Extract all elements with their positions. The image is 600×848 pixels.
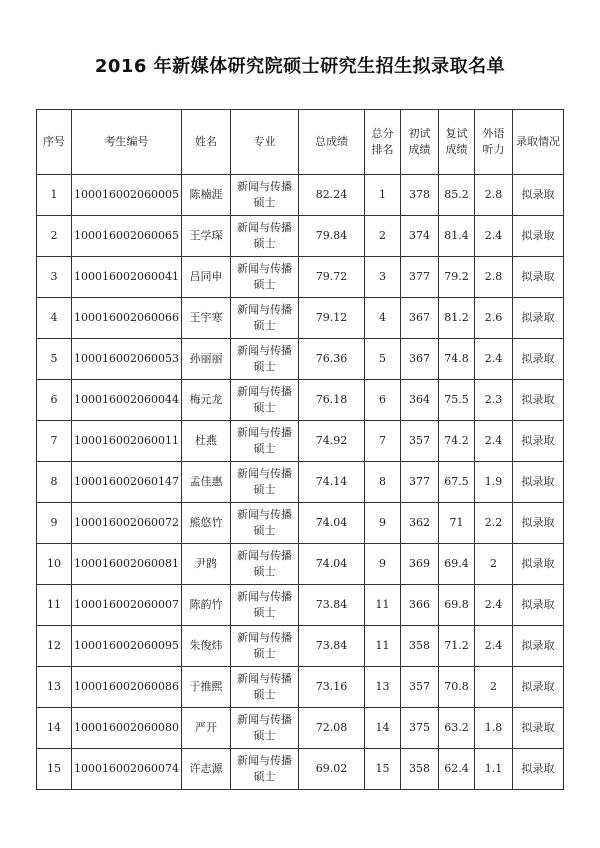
cell-status: 拟录取 [513,585,564,626]
cell-prelim: 362 [401,503,439,544]
cell-major-line1: 新闻与传播 [237,262,292,275]
cell-major-line1: 新闻与传播 [237,508,292,521]
cell-total: 74.04 [299,503,365,544]
cell-listen: 2.3 [475,380,513,421]
cell-exam-id: 100016002060053 [72,339,182,380]
cell-listen: 2.6 [475,298,513,339]
cell-major-line1: 新闻与传播 [237,180,292,193]
cell-name: 王宇寒 [182,298,231,339]
cell-major-line2: 硕士 [253,524,276,537]
table-row [37,544,564,585]
cell-listen: 2.4 [475,626,513,667]
header-listen-line1: 外语 [482,127,505,140]
cell-seq: 15 [37,749,72,790]
cell-seq: 13 [37,667,72,708]
cell-name: 许志源 [182,749,231,790]
cell-major-line2: 硕士 [253,319,276,332]
cell-listen: 1.1 [475,749,513,790]
cell-retest: 79.2 [439,257,475,298]
cell-major-line1: 新闻与传播 [237,221,292,234]
cell-exam-id: 100016002060066 [72,298,182,339]
cell-rank: 9 [365,503,401,544]
cell-total: 74.14 [299,462,365,503]
cell-retest: 70.8 [439,667,475,708]
cell-retest: 69.4 [439,544,475,585]
cell-rank: 3 [365,257,401,298]
cell-retest: 62.4 [439,749,475,790]
cell-listen: 1.8 [475,708,513,749]
cell-name: 熊悠竹 [182,503,231,544]
cell-exam-id: 100016002060080 [72,708,182,749]
cell-status: 拟录取 [513,667,564,708]
cell-major-line2: 硕士 [253,770,276,783]
table-row [37,462,564,503]
cell-major-line2: 硕士 [253,360,276,373]
cell-seq: 5 [37,339,72,380]
cell-name: 梅元龙 [182,380,231,421]
header-retest [439,110,475,175]
cell-total: 79.72 [299,257,365,298]
cell-retest: 81.2 [439,298,475,339]
cell-major-line2: 硕士 [253,729,276,742]
page-title: 2016 年新媒体研究院硕士研究生招生拟录取名单 [94,56,506,77]
cell-major-line1: 新闻与传播 [237,344,292,357]
cell-name: 陈楠涯 [182,175,231,216]
cell-exam-id: 100016002060065 [72,216,182,257]
table-row [37,298,564,339]
cell-rank: 13 [365,667,401,708]
cell-listen: 1.9 [475,462,513,503]
cell-rank: 11 [365,626,401,667]
cell-retest: 74.2 [439,421,475,462]
cell-exam-id: 100016002060074 [72,749,182,790]
cell-listen: 2.2 [475,503,513,544]
cell-retest: 67.5 [439,462,475,503]
cell-name: 严开 [182,708,231,749]
cell-status: 拟录取 [513,626,564,667]
table-header-row [37,110,564,175]
table-row [37,380,564,421]
cell-name: 孙丽丽 [182,339,231,380]
header-rank [365,110,401,175]
cell-exam-id: 100016002060041 [72,257,182,298]
cell-listen: 2 [475,544,513,585]
cell-seq: 3 [37,257,72,298]
cell-total: 73.84 [299,585,365,626]
cell-rank: 4 [365,298,401,339]
cell-major [231,380,299,421]
cell-seq: 10 [37,544,72,585]
cell-total: 76.36 [299,339,365,380]
header-major: 专业 [231,110,299,175]
cell-total: 76.18 [299,380,365,421]
cell-rank: 8 [365,462,401,503]
cell-retest: 85.2 [439,175,475,216]
header-seq: 序号 [37,110,72,175]
cell-major-line1: 新闻与传播 [237,549,292,562]
cell-seq: 6 [37,380,72,421]
header-total: 总成绩 [299,110,365,175]
cell-major-line2: 硕士 [253,278,276,291]
cell-prelim: 367 [401,339,439,380]
cell-retest: 75.5 [439,380,475,421]
cell-total: 74.92 [299,421,365,462]
cell-major-line1: 新闻与传播 [237,672,292,685]
cell-listen: 2.8 [475,257,513,298]
header-prelim-line2: 成绩 [408,143,431,156]
header-name: 姓名 [182,110,231,175]
cell-major [231,175,299,216]
header-listen [475,110,513,175]
cell-status: 拟录取 [513,257,564,298]
cell-total: 72.08 [299,708,365,749]
cell-status: 拟录取 [513,339,564,380]
table-row [37,503,564,544]
cell-seq: 8 [37,462,72,503]
cell-seq: 12 [37,626,72,667]
cell-rank: 2 [365,216,401,257]
cell-exam-id: 100016002060005 [72,175,182,216]
cell-major-line1: 新闻与传播 [237,426,292,439]
cell-name: 陈韵竹 [182,585,231,626]
cell-name: 尹鹍 [182,544,231,585]
table-row [37,585,564,626]
cell-rank: 5 [365,339,401,380]
cell-rank: 15 [365,749,401,790]
cell-major-line1: 新闻与传播 [237,385,292,398]
cell-name: 杜燕 [182,421,231,462]
cell-status: 拟录取 [513,708,564,749]
cell-prelim: 358 [401,749,439,790]
cell-status: 拟录取 [513,544,564,585]
header-exam-id: 考生编号 [72,110,182,175]
cell-listen: 2.4 [475,585,513,626]
cell-exam-id: 100016002060086 [72,667,182,708]
cell-total: 79.12 [299,298,365,339]
cell-total: 79.84 [299,216,365,257]
cell-total: 73.84 [299,626,365,667]
cell-seq: 14 [37,708,72,749]
cell-prelim: 357 [401,421,439,462]
table-row [37,708,564,749]
cell-major [231,298,299,339]
cell-major [231,462,299,503]
header-status: 录取情况 [513,110,564,175]
cell-exam-id: 100016002060007 [72,585,182,626]
cell-major-line2: 硕士 [253,196,276,209]
cell-status: 拟录取 [513,462,564,503]
cell-exam-id: 100016002060011 [72,421,182,462]
cell-listen: 2 [475,667,513,708]
cell-retest: 81.4 [439,216,475,257]
cell-major [231,339,299,380]
header-rank-line2: 排名 [371,143,394,156]
cell-rank: 14 [365,708,401,749]
cell-rank: 9 [365,544,401,585]
cell-prelim: 357 [401,667,439,708]
cell-status: 拟录取 [513,749,564,790]
cell-retest: 69.8 [439,585,475,626]
cell-major-line1: 新闻与传播 [237,754,292,767]
header-prelim-line1: 初试 [408,127,431,140]
cell-prelim: 366 [401,585,439,626]
cell-retest: 71 [439,503,475,544]
cell-major-line1: 新闻与传播 [237,590,292,603]
cell-major-line2: 硕士 [253,237,276,250]
cell-seq: 7 [37,421,72,462]
cell-prelim: 377 [401,462,439,503]
cell-major [231,503,299,544]
cell-rank: 1 [365,175,401,216]
cell-total: 73.16 [299,667,365,708]
cell-retest: 63.2 [439,708,475,749]
cell-status: 拟录取 [513,175,564,216]
table-row [37,216,564,257]
header-prelim [401,110,439,175]
cell-rank: 11 [365,585,401,626]
cell-prelim: 375 [401,708,439,749]
cell-name: 于推熙 [182,667,231,708]
cell-prelim: 377 [401,257,439,298]
cell-major [231,216,299,257]
cell-retest: 74.8 [439,339,475,380]
cell-exam-id: 100016002060095 [72,626,182,667]
cell-major-line1: 新闻与传播 [237,713,292,726]
cell-major [231,421,299,462]
cell-status: 拟录取 [513,503,564,544]
cell-exam-id: 100016002060044 [72,380,182,421]
cell-major [231,585,299,626]
cell-seq: 2 [37,216,72,257]
cell-retest: 71.2 [439,626,475,667]
cell-name: 孟佳惠 [182,462,231,503]
cell-major-line2: 硕士 [253,688,276,701]
cell-major-line2: 硕士 [253,483,276,496]
table-row [37,175,564,216]
cell-seq: 11 [37,585,72,626]
cell-name: 王学琛 [182,216,231,257]
cell-listen: 2.4 [475,339,513,380]
cell-major [231,708,299,749]
table-row [37,339,564,380]
cell-major-line1: 新闻与传播 [237,631,292,644]
cell-exam-id: 100016002060081 [72,544,182,585]
cell-seq: 9 [37,503,72,544]
cell-prelim: 364 [401,380,439,421]
cell-major-line2: 硕士 [253,442,276,455]
cell-listen: 2.4 [475,216,513,257]
cell-major [231,749,299,790]
cell-status: 拟录取 [513,380,564,421]
cell-name: 吕同申 [182,257,231,298]
cell-rank: 7 [365,421,401,462]
cell-prelim: 367 [401,298,439,339]
cell-major [231,667,299,708]
cell-major-line2: 硕士 [253,565,276,578]
header-listen-line2: 听力 [482,143,505,156]
cell-major [231,257,299,298]
cell-prelim: 378 [401,175,439,216]
cell-status: 拟录取 [513,298,564,339]
cell-total: 69.02 [299,749,365,790]
header-retest-line1: 复试 [445,127,468,140]
table-row [37,626,564,667]
cell-listen: 2.8 [475,175,513,216]
cell-major-line2: 硕士 [253,606,276,619]
cell-name: 朱俊炜 [182,626,231,667]
header-rank-line1: 总分 [371,127,394,140]
cell-prelim: 369 [401,544,439,585]
cell-status: 拟录取 [513,216,564,257]
cell-exam-id: 100016002060147 [72,462,182,503]
cell-major-line1: 新闻与传播 [237,467,292,480]
cell-major-line1: 新闻与传播 [237,303,292,316]
table-row [37,749,564,790]
cell-rank: 6 [365,380,401,421]
table-row [37,421,564,462]
cell-major-line2: 硕士 [253,647,276,660]
table-row [37,257,564,298]
cell-total: 74.04 [299,544,365,585]
cell-listen: 2.4 [475,421,513,462]
cell-status: 拟录取 [513,421,564,462]
admission-table [36,109,564,790]
cell-seq: 4 [37,298,72,339]
cell-major [231,544,299,585]
cell-prelim: 374 [401,216,439,257]
cell-exam-id: 100016002060072 [72,503,182,544]
cell-major-line2: 硕士 [253,401,276,414]
header-retest-line2: 成绩 [445,143,468,156]
table-row [37,667,564,708]
cell-major [231,626,299,667]
cell-total: 82.24 [299,175,365,216]
cell-prelim: 358 [401,626,439,667]
cell-seq: 1 [37,175,72,216]
